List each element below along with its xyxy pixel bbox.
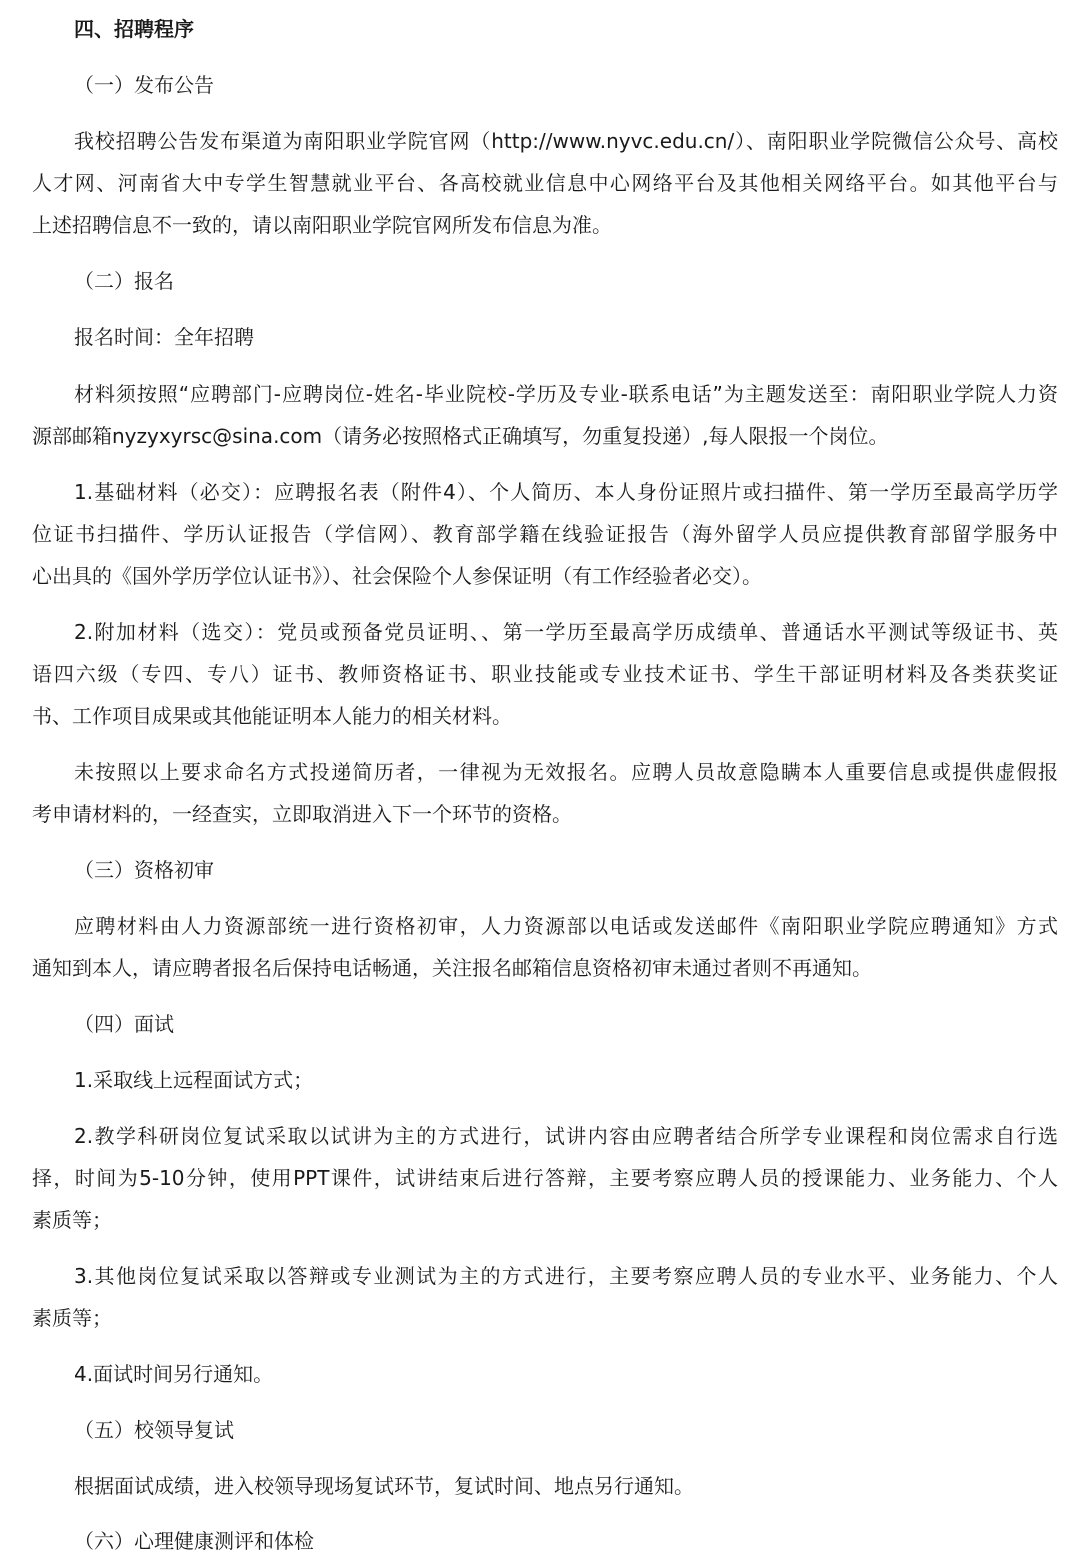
paragraph-line: 考申请材料的，一经查实，立即取消进入下一个环节的资格。: [32, 802, 572, 826]
paragraph-line: 人才网、河南省大中专学生智慧就业平台、各高校就业信息中心网络平台及其他相关网络平台。如其他平台与: [32, 171, 1058, 195]
interview-item-4: 4.面试时间另行通知。: [74, 1362, 274, 1386]
section-heading: 四、招聘程序: [74, 17, 194, 41]
paragraph-line: 择，时间为5-10分钟，使用PPT课件，试讲结束后进行答辩，主要考察应聘人员的授课能力、业务能力、个人: [32, 1166, 1058, 1190]
paragraph-line: 源部邮箱nyzyxyrsc@sina.com（请务必按照格式正确填写，勿重复投递）,每人限报一个岗位。: [32, 424, 889, 448]
paragraph-line: 上述招聘信息不一致的，请以南阳职业学院官网所发布信息为准。: [32, 213, 612, 237]
paragraph-line: 2.教学科研岗位复试采取以试讲为主的方式进行，试讲内容由应聘者结合所学专业课程和岗位需求自行选: [74, 1124, 1058, 1148]
paragraph-line: 3.其他岗位复试采取以答辩或专业测试为主的方式进行，主要考察应聘人员的专业水平、业务能力、个人: [74, 1264, 1058, 1288]
paragraph-line: 应聘材料由人力资源部统一进行资格初审，人力资源部以电话或发送邮件《南阳职业学院应聘通知》方式: [74, 914, 1058, 938]
subsection-title-interview: （四）面试: [74, 1012, 174, 1036]
paragraph-line: 材料须按照“应聘部门-应聘岗位-姓名-毕业院校-学历及专业-联系电话”为主题发送至：南阳职业学院人力资: [74, 382, 1058, 406]
paragraph-line: 1.基础材料（必交）：应聘报名表（附件4）、个人简历、本人身份证照片或扫描件、第一学历至最高学历学: [74, 480, 1058, 504]
paragraph-line: 素质等；: [32, 1306, 112, 1330]
paragraph-line: 语四六级（专四、专八）证书、教师资格证书、职业技能或专业技术证书、学生干部证明材料及各类获奖证: [32, 662, 1058, 686]
subsection-title-registration: （二）报名: [74, 269, 174, 293]
paragraph-line: 素质等；: [32, 1208, 112, 1232]
paragraph-line: 根据面试成绩，进入校领导现场复试环节，复试时间、地点另行通知。: [74, 1474, 694, 1498]
paragraph-line: 未按照以上要求命名方式投递简历者，一律视为无效报名。应聘人员故意隐瞒本人重要信息或提供虚假报: [74, 760, 1058, 784]
paragraph-line: 心出具的《国外学历学位认证书》）、社会保险个人参保证明（有工作经验者必交）。: [32, 564, 762, 588]
subsection-title-leader-retest: （五）校领导复试: [74, 1418, 234, 1442]
subsection-title-screening: （三）资格初审: [74, 858, 214, 882]
interview-item-1: 1.采取线上远程面试方式；: [74, 1068, 314, 1092]
paragraph-line: 通知到本人，请应聘者报名后保持电话畅通，关注报名邮箱信息资格初审未通过者则不再通知。: [32, 956, 872, 980]
paragraph-line: 2.附加材料（选交）：党员或预备党员证明、、第一学历至最高学历成绩单、普通话水平测试等级证书、英: [74, 620, 1058, 644]
paragraph-line: 位证书扫描件、学历认证报告（学信网）、教育部学籍在线验证报告（海外留学人员应提供教育部留学服务中: [32, 522, 1058, 546]
paragraph-line: 我校招聘公告发布渠道为南阳职业学院官网（http://www.nyvc.edu.cn/）、南阳职业学院微信公众号、高校: [74, 129, 1058, 153]
paragraph-line: 书、工作项目成果或其他能证明本人能力的相关材料。: [32, 704, 512, 728]
subsection-title-health-check: （六）心理健康测评和体检: [74, 1529, 314, 1553]
subsection-title-announcement: （一）发布公告: [74, 73, 214, 97]
registration-time: 报名时间：全年招聘: [74, 325, 254, 349]
